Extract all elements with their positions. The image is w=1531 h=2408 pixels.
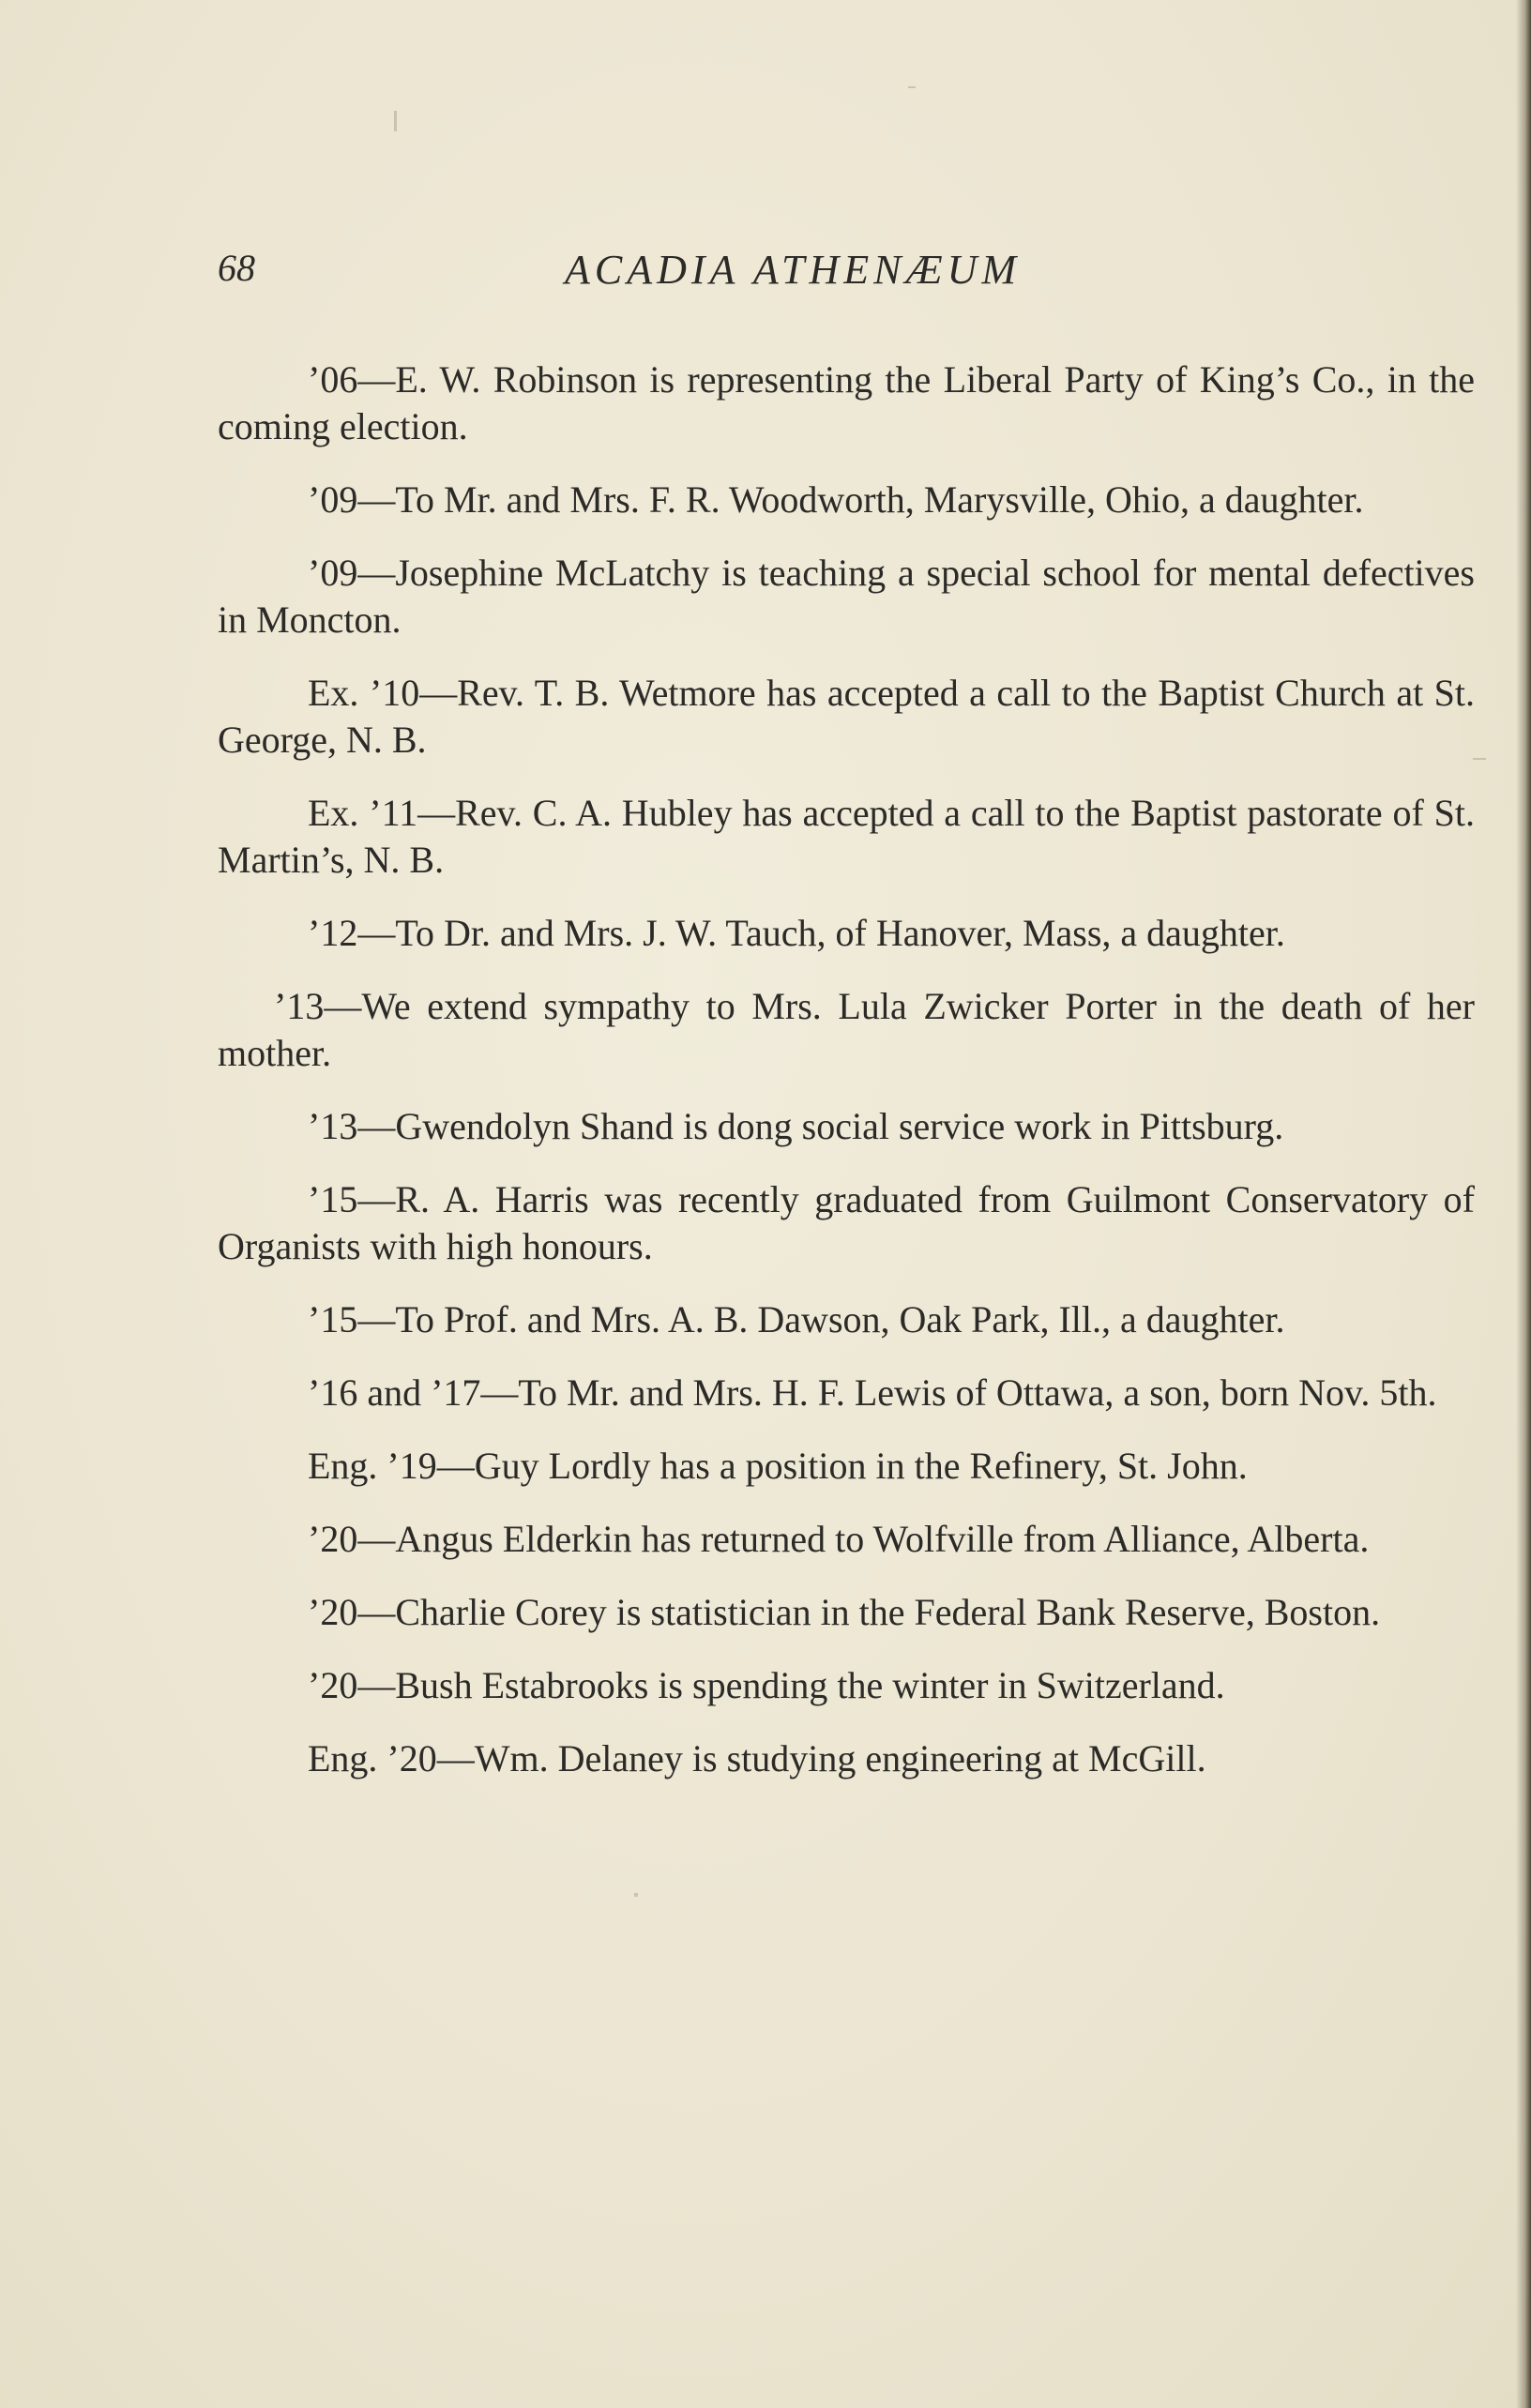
alumni-note: Eng. ’19—Guy Lordly has a position in the Refinery, St. John. [308, 1445, 1248, 1487]
alumni-note: ’13—We extend sympathy to Mrs. Lula Zwicker Porter in the death of her mother. [218, 985, 1475, 1074]
alumni-note: ’12—To Dr. and Mrs. J. W. Tauch, of Hanover, Mass, a daughter. [308, 912, 1285, 954]
paper-speck [908, 86, 916, 88]
alumni-note: Ex. ’11—Rev. C. A. Hubley has accepted a call to the Baptist pastorate of St. Martin’s, N. B. [218, 792, 1475, 881]
alumni-note: ’09—Josephine McLatchy is teaching a special school for mental defectives in Moncton. [218, 552, 1475, 641]
paper-speck [1473, 758, 1486, 760]
alumni-note: Ex. ’10—Rev. T. B. Wetmore has accepted a call to the Baptist Church at St. George, N. B. [218, 672, 1475, 761]
alumni-note: ’16 and ’17—To Mr. and Mrs. H. F. Lewis of Ottawa, a son, born Nov. 5th. [308, 1371, 1437, 1414]
alumni-note: ’06—E. W. Robinson is representing the Liberal Party of King’s Co., in the coming election. [218, 358, 1475, 447]
page-header [218, 246, 1475, 302]
alumni-note: ’15—To Prof. and Mrs. A. B. Dawson, Oak Park, Ill., a daughter. [308, 1298, 1285, 1340]
alumni-note: ’20—Bush Estabrooks is spending the winter in Switzerland. [308, 1664, 1225, 1706]
alumni-note: ’20—Charlie Corey is statistician in the Federal Bank Reserve, Boston. [308, 1591, 1381, 1633]
alumni-note: ’15—R. A. Harris was recently graduated from Guilmont Conservatory of Organists with high honours. [218, 1178, 1475, 1267]
alumni-note: Eng. ’20—Wm. Delaney is studying engineering at McGill. [308, 1737, 1206, 1779]
paper-speck [394, 111, 397, 131]
alumni-note: ’09—To Mr. and Mrs. F. R. Woodworth, Marysville, Ohio, a daughter. [308, 478, 1364, 521]
running-title: ACADIA ATHENÆUM [565, 247, 1022, 293]
page-edge-shadow [1516, 0, 1531, 2408]
alumni-note: ’13—Gwendolyn Shand is dong social service work in Pittsburg. [308, 1105, 1284, 1147]
paper-speck [634, 1893, 638, 1897]
alumni-notes [218, 356, 1475, 1809]
alumni-note: ’20—Angus Elderkin has returned to Wolfville from Alliance, Alberta. [308, 1518, 1370, 1560]
page-number: 68 [218, 247, 255, 289]
